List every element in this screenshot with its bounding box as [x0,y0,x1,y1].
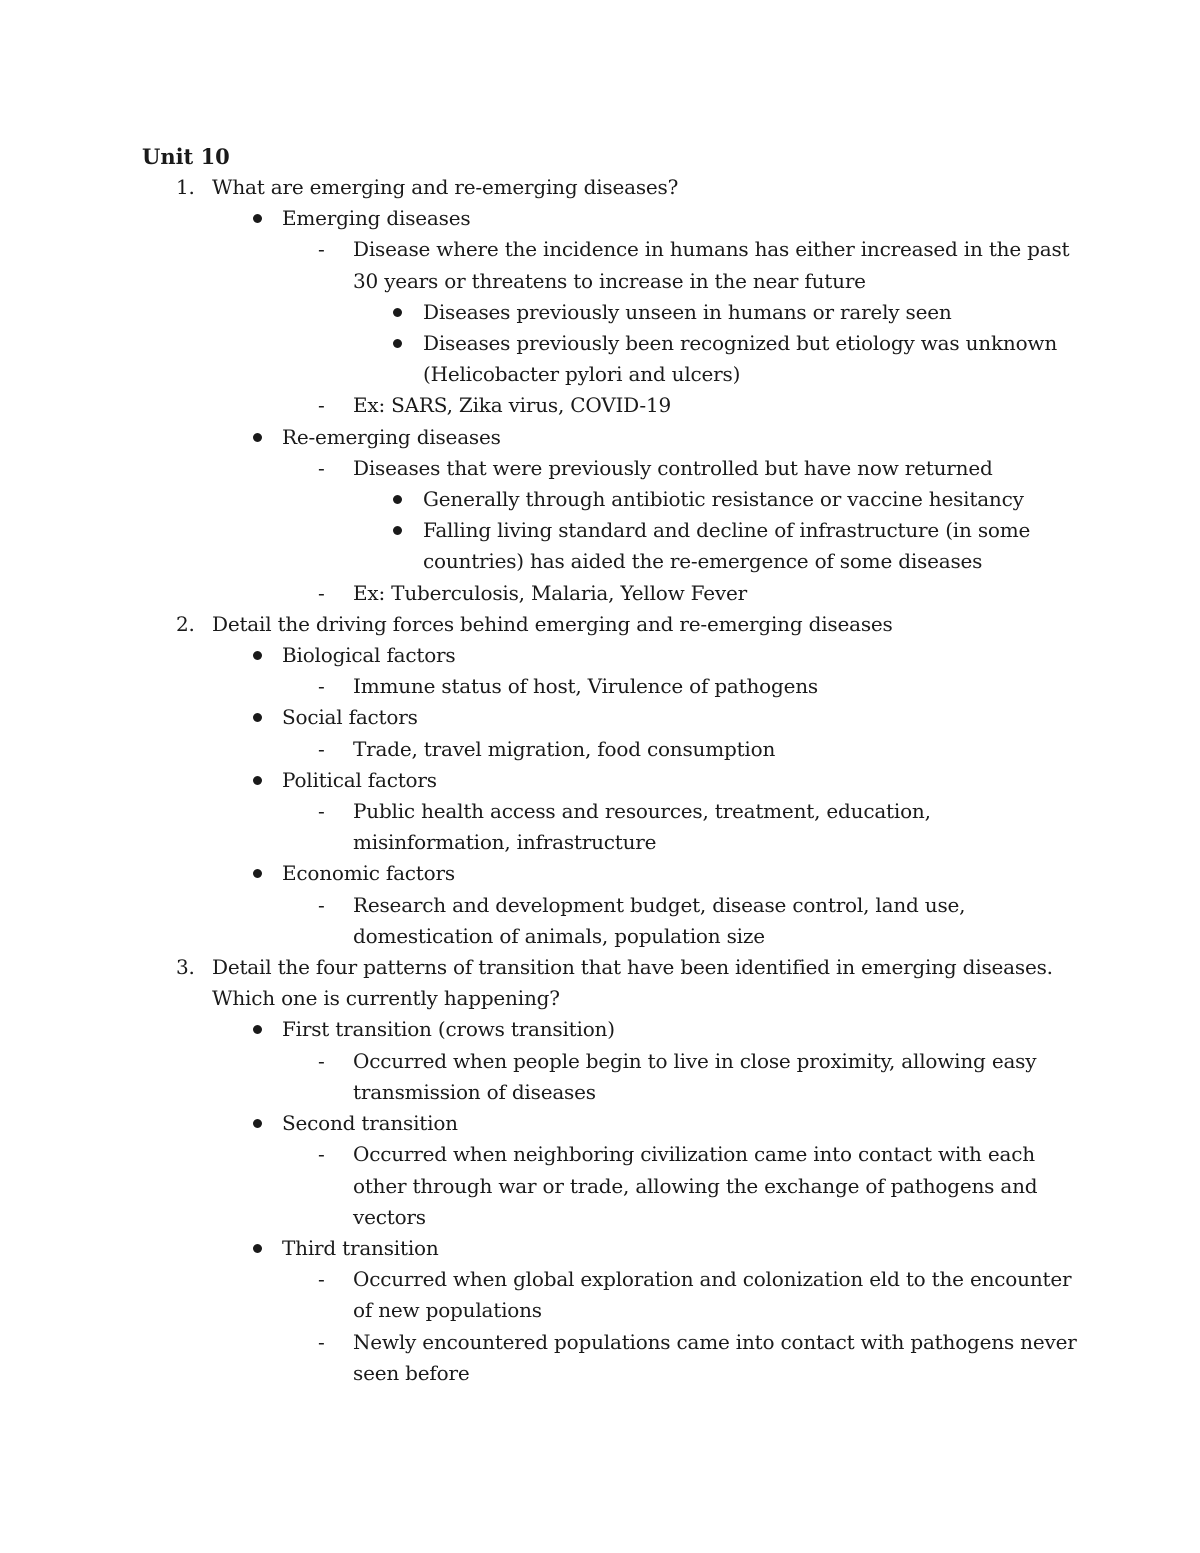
list-item-text: Disease where the incidence in humans has either increased in the past 30 years or threatens to increase in the near future [353,237,1070,293]
question-text: Detail the driving forces behind emerging and re-emerging diseases [212,611,893,636]
list-item [142,297,1082,328]
list-item [142,328,1082,390]
bullet-icon [253,1244,262,1253]
list-item [142,422,1082,453]
list-item [142,1108,1082,1139]
question-2 [142,609,1082,640]
dash-icon: - [318,736,325,761]
bullet-icon [253,214,262,223]
document-body [142,172,1082,1389]
dash-icon: - [318,580,325,605]
question-text: Detail the four patterns of transition that have been identified in emerging diseases. Which one is currently happening? [212,955,1053,1011]
list-item-text: Social factors [282,705,418,730]
list-item-text: Trade, travel migration, food consumption [353,736,776,761]
bullet-icon [253,1119,262,1128]
question-number: 2. [176,611,195,636]
list-item [142,1327,1082,1389]
bullet-icon [393,339,402,348]
dash-icon: - [318,393,325,418]
list-item-text: Ex: Tuberculosis, Malaria, Yellow Fever [353,580,747,605]
list-item [142,734,1082,765]
list-item-text: Immune status of host, Virulence of pathogens [353,674,818,699]
list-item [142,203,1082,234]
list-item [142,671,1082,702]
list-item [142,1046,1082,1108]
bullet-icon [393,526,402,535]
dash-icon: - [318,1267,325,1292]
list-item [142,390,1082,421]
list-item-text: Economic factors [282,861,455,886]
list-item-text: Public health access and resources, treatment, education, misinformation, infrastructure [353,799,931,855]
list-item-text: Research and development budget, disease control, land use, domestication of animals, population size [353,892,966,948]
list-item-text: Emerging diseases [282,206,471,231]
list-item-text: Biological factors [282,643,456,668]
dash-icon: - [318,455,325,480]
list-item-text: Ex: SARS, Zika virus, COVID-19 [353,393,671,418]
list-item-text: Falling living standard and decline of infrastructure (in some countries) has aided the re-emergence of some diseases [423,518,1031,574]
list-item [142,484,1082,515]
question-number: 1. [176,175,195,199]
bullet-icon [253,776,262,785]
list-item [142,453,1082,484]
list-item-text: Political factors [282,767,437,792]
list-item [142,234,1082,296]
dash-icon: - [318,237,325,262]
question-number: 3. [176,955,195,980]
list-item [142,890,1082,952]
bullet-icon [253,869,262,878]
list-item [142,640,1082,671]
dash-icon: - [318,1329,325,1354]
list-item-text: Newly encountered populations came into contact with pathogens never seen before [353,1329,1077,1385]
list-item [142,1233,1082,1264]
list-item-text: Second transition [282,1111,458,1136]
bullet-icon [393,308,402,317]
list-item-text: Diseases that were previously controlled but have now returned [353,455,993,480]
list-item [142,1139,1082,1233]
list-item [142,1264,1082,1326]
list-item [142,796,1082,858]
bullet-icon [253,651,262,660]
list-item [142,1014,1082,1045]
list-item-text: Occurred when global exploration and colonization eld to the encounter of new populations [353,1267,1072,1323]
list-item-text: Diseases previously been recognized but etiology was unknown (Helicobacter pylori and ulcers) [423,331,1058,387]
list-item-text: Third transition [282,1235,439,1260]
question-3 [142,952,1082,1014]
page-title: Unit 10 [142,144,230,169]
list-item-text: Occurred when people begin to live in close proximity, allowing easy transmission of diseases [353,1048,1037,1104]
list-item [142,858,1082,889]
bullet-icon [253,1025,262,1034]
list-item [142,765,1082,796]
list-item [142,515,1082,577]
dash-icon: - [318,1048,325,1073]
list-item [142,702,1082,733]
list-item-text: Re-emerging diseases [282,424,501,449]
list-item-text: First transition (crows transition) [282,1017,615,1042]
dash-icon: - [318,892,325,917]
list-item-text: Diseases previously unseen in humans or rarely seen [423,299,952,324]
dash-icon: - [318,674,325,699]
question-text: What are emerging and re-emerging diseases? [212,175,679,199]
dash-icon: - [318,799,325,824]
bullet-icon [253,433,262,442]
bullet-icon [393,495,402,504]
bullet-icon [253,713,262,722]
dash-icon: - [318,1142,325,1167]
list-item [142,578,1082,609]
list-item-text: Generally through antibiotic resistance or vaccine hesitancy [423,487,1024,512]
list-item-text: Occurred when neighboring civilization came into contact with each other through war or trade, allowing the exchange of pathogens and vectors [353,1142,1038,1229]
question-1 [142,172,1082,203]
